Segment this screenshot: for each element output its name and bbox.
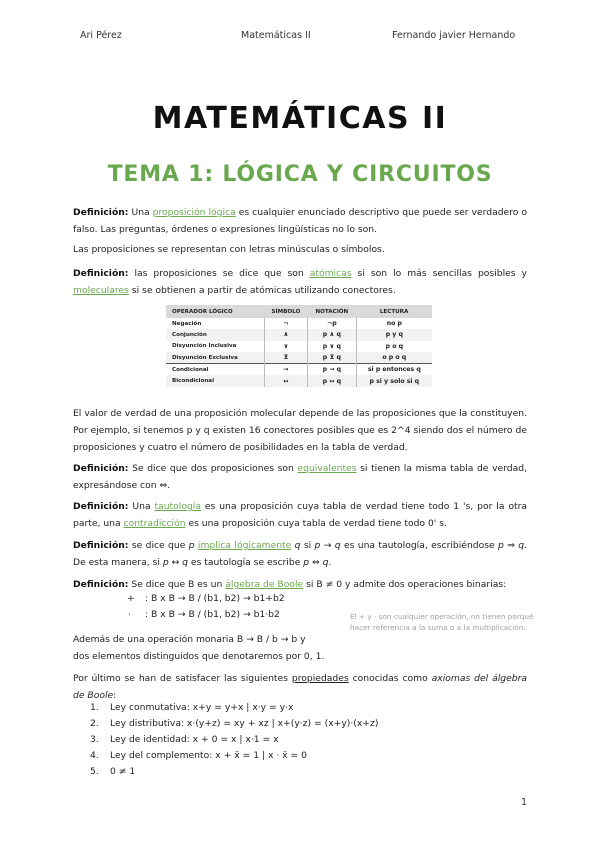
- list-item: 4. Ley del complemento: x + x̄ = 1 | x · x̄ = 0: [90, 750, 308, 761]
- link-atomicas[interactable]: atómicas: [309, 268, 352, 279]
- text-line: Además de una operación monaria B → B / b → b y: [73, 634, 306, 645]
- binop-product-definition: : B x B → B / (b1, b2) → b1·b2: [145, 609, 280, 620]
- table-cell: Disyunción Exclusiva: [166, 352, 264, 364]
- table-header: SÍMBOLO: [264, 305, 307, 318]
- table-cell: Negación: [172, 320, 202, 327]
- list-item: 1. Ley conmutativa: x+y = y+x | x·y = y·x: [90, 702, 294, 713]
- table-cell: p y q: [356, 329, 432, 340]
- table-header: NOTACIÓN: [308, 305, 357, 318]
- table-cell: p ∨ q: [308, 341, 357, 352]
- header-subject: Matemáticas II: [241, 30, 311, 41]
- paragraph-axioms-intro: Por último se han de satisfacer las siguientes propiedades conocidas como axiomas del álgebra de Boole:: [73, 673, 527, 701]
- table-cell: p → q: [308, 364, 357, 376]
- table-cell: p si y solo si q: [356, 375, 432, 386]
- link-implica-logicamente[interactable]: implica lógicamente: [197, 540, 292, 551]
- table-cell: p ⊻ q: [308, 352, 357, 364]
- link-moleculares[interactable]: moleculares: [73, 285, 129, 296]
- table-cell: ¬p: [308, 318, 357, 329]
- table-row: [166, 318, 432, 329]
- table-header: LECTURA: [356, 305, 432, 318]
- table-row: [166, 352, 432, 364]
- table-row: [166, 341, 432, 352]
- table-cell: o p o q: [356, 352, 432, 364]
- definition-implication: Definición: se dice que p implica lógicamente q si p → q es una tautología, escribiéndose p ⇒ q. De esta manera, si p ↔ q es tautología se escribe p ⇔ q.: [73, 540, 528, 568]
- text-line: dos elementos distinguidos que denotaremos por 0, 1.: [73, 651, 325, 662]
- binop-sum-symbol: +: [127, 593, 135, 604]
- list-item: 3. Ley de identidad: x + 0 = x | x·1 = x: [90, 734, 279, 745]
- section-title: TEMA 1: LÓGICA Y CIRCUITOS: [107, 162, 493, 187]
- link-proposicion-logica[interactable]: proposición lógica: [152, 207, 236, 218]
- link-algebra-de-boole[interactable]: álgebra de Boole: [225, 579, 304, 590]
- table-cell: si p entonces q: [356, 364, 432, 376]
- definition-boolean-algebra: Definición: Se dice que B es un álgebra de Boole si B ≠ 0 y admite dos operaciones binarias:: [73, 579, 507, 590]
- paragraph-representation: Las proposiciones se representan con letras minúsculas o símbolos.: [73, 244, 385, 255]
- definition-proposition: Definición: Una proposición lógica es cualquier enunciado descriptivo que puede ser verdadero o falso. Las preguntas, órdenes o expresiones lingüísticas no lo son.: [73, 207, 527, 235]
- definition-equivalent: Definición: Se dice que dos proposiciones son equivalentes si tienen la misma tabla de verdad, expresándose con ⇔.: [73, 463, 527, 491]
- table-cell: Disyunción Inclusiva: [172, 343, 237, 350]
- table-row: [166, 375, 432, 386]
- binop-sum-definition: : B x B → B / (b1, b2) → b1+b2: [145, 593, 285, 604]
- list-item: 2. Ley distributiva: x·(y+z) = xy + xz | x+(y·z) = (x+y)·(x+z): [90, 718, 379, 729]
- table-row: [166, 329, 432, 340]
- table-cell: ↔: [264, 375, 307, 386]
- definition-atomic-molecular: Definición: las proposiciones se dice que son atómicas si son lo más sencillas posibles y moleculares si se obtienen a partir de atómicas utilizando conectores.: [73, 268, 527, 296]
- table-header: OPERADOR LÓGICO: [166, 305, 264, 318]
- table-cell: →: [264, 364, 307, 376]
- page-number: 1: [521, 797, 528, 808]
- definition-tautology: Definición: Una tautología es una proposición cuya tabla de verdad tiene todo 1 's, por la otra parte, una contradicción es una proposición cuya tabla de verdad tiene todo 0' s.: [73, 501, 527, 529]
- table-cell: ∧: [264, 329, 307, 340]
- table-cell: p o q: [356, 341, 432, 352]
- paragraph-monary-operation: [73, 631, 373, 665]
- paragraph-truth-value: El valor de verdad de una proposición molecular depende de las proposiciones que la constituyen. Por ejemplo, si tenemos p y q existen 16 conectores posibles que es 2^4 siendo dos el número de proposiciones y cuatro el número de posibilidades en la tabla de verdad.: [73, 408, 527, 453]
- page-title: MATEMÁTICAS II: [152, 101, 448, 136]
- header-author: Ari Pérez: [80, 30, 122, 41]
- binop-product-symbol: ·: [128, 609, 131, 620]
- header-professor: Fernando javier Hernando: [392, 30, 516, 41]
- link-equivalentes[interactable]: equivalentes: [297, 463, 357, 474]
- table-cell: ∨: [264, 341, 307, 352]
- table-row: [166, 364, 432, 376]
- table-cell: p ∧ q: [308, 329, 357, 340]
- table-cell: p ↔ q: [308, 375, 357, 386]
- table-cell: Conjunción: [166, 329, 264, 340]
- table-cell: Bicondicional: [166, 375, 264, 386]
- table-cell: no p: [356, 318, 432, 329]
- table-cell: ¬: [264, 318, 307, 329]
- link-tautologia[interactable]: tautología: [154, 501, 201, 512]
- list-item: 5. 0 ≠ 1: [90, 766, 136, 777]
- link-contradiccion[interactable]: contradicción: [123, 518, 186, 529]
- side-note: El + y · son cualquier operación, no tienen porqué hacer referencia a la suma o a la multiplicación.: [350, 612, 534, 632]
- axioms-list: [90, 700, 510, 780]
- table-header-row: [166, 305, 432, 318]
- logic-operators-table: [166, 305, 432, 387]
- table-cell: Condicional: [166, 364, 264, 376]
- table-cell: ⊻: [264, 352, 307, 364]
